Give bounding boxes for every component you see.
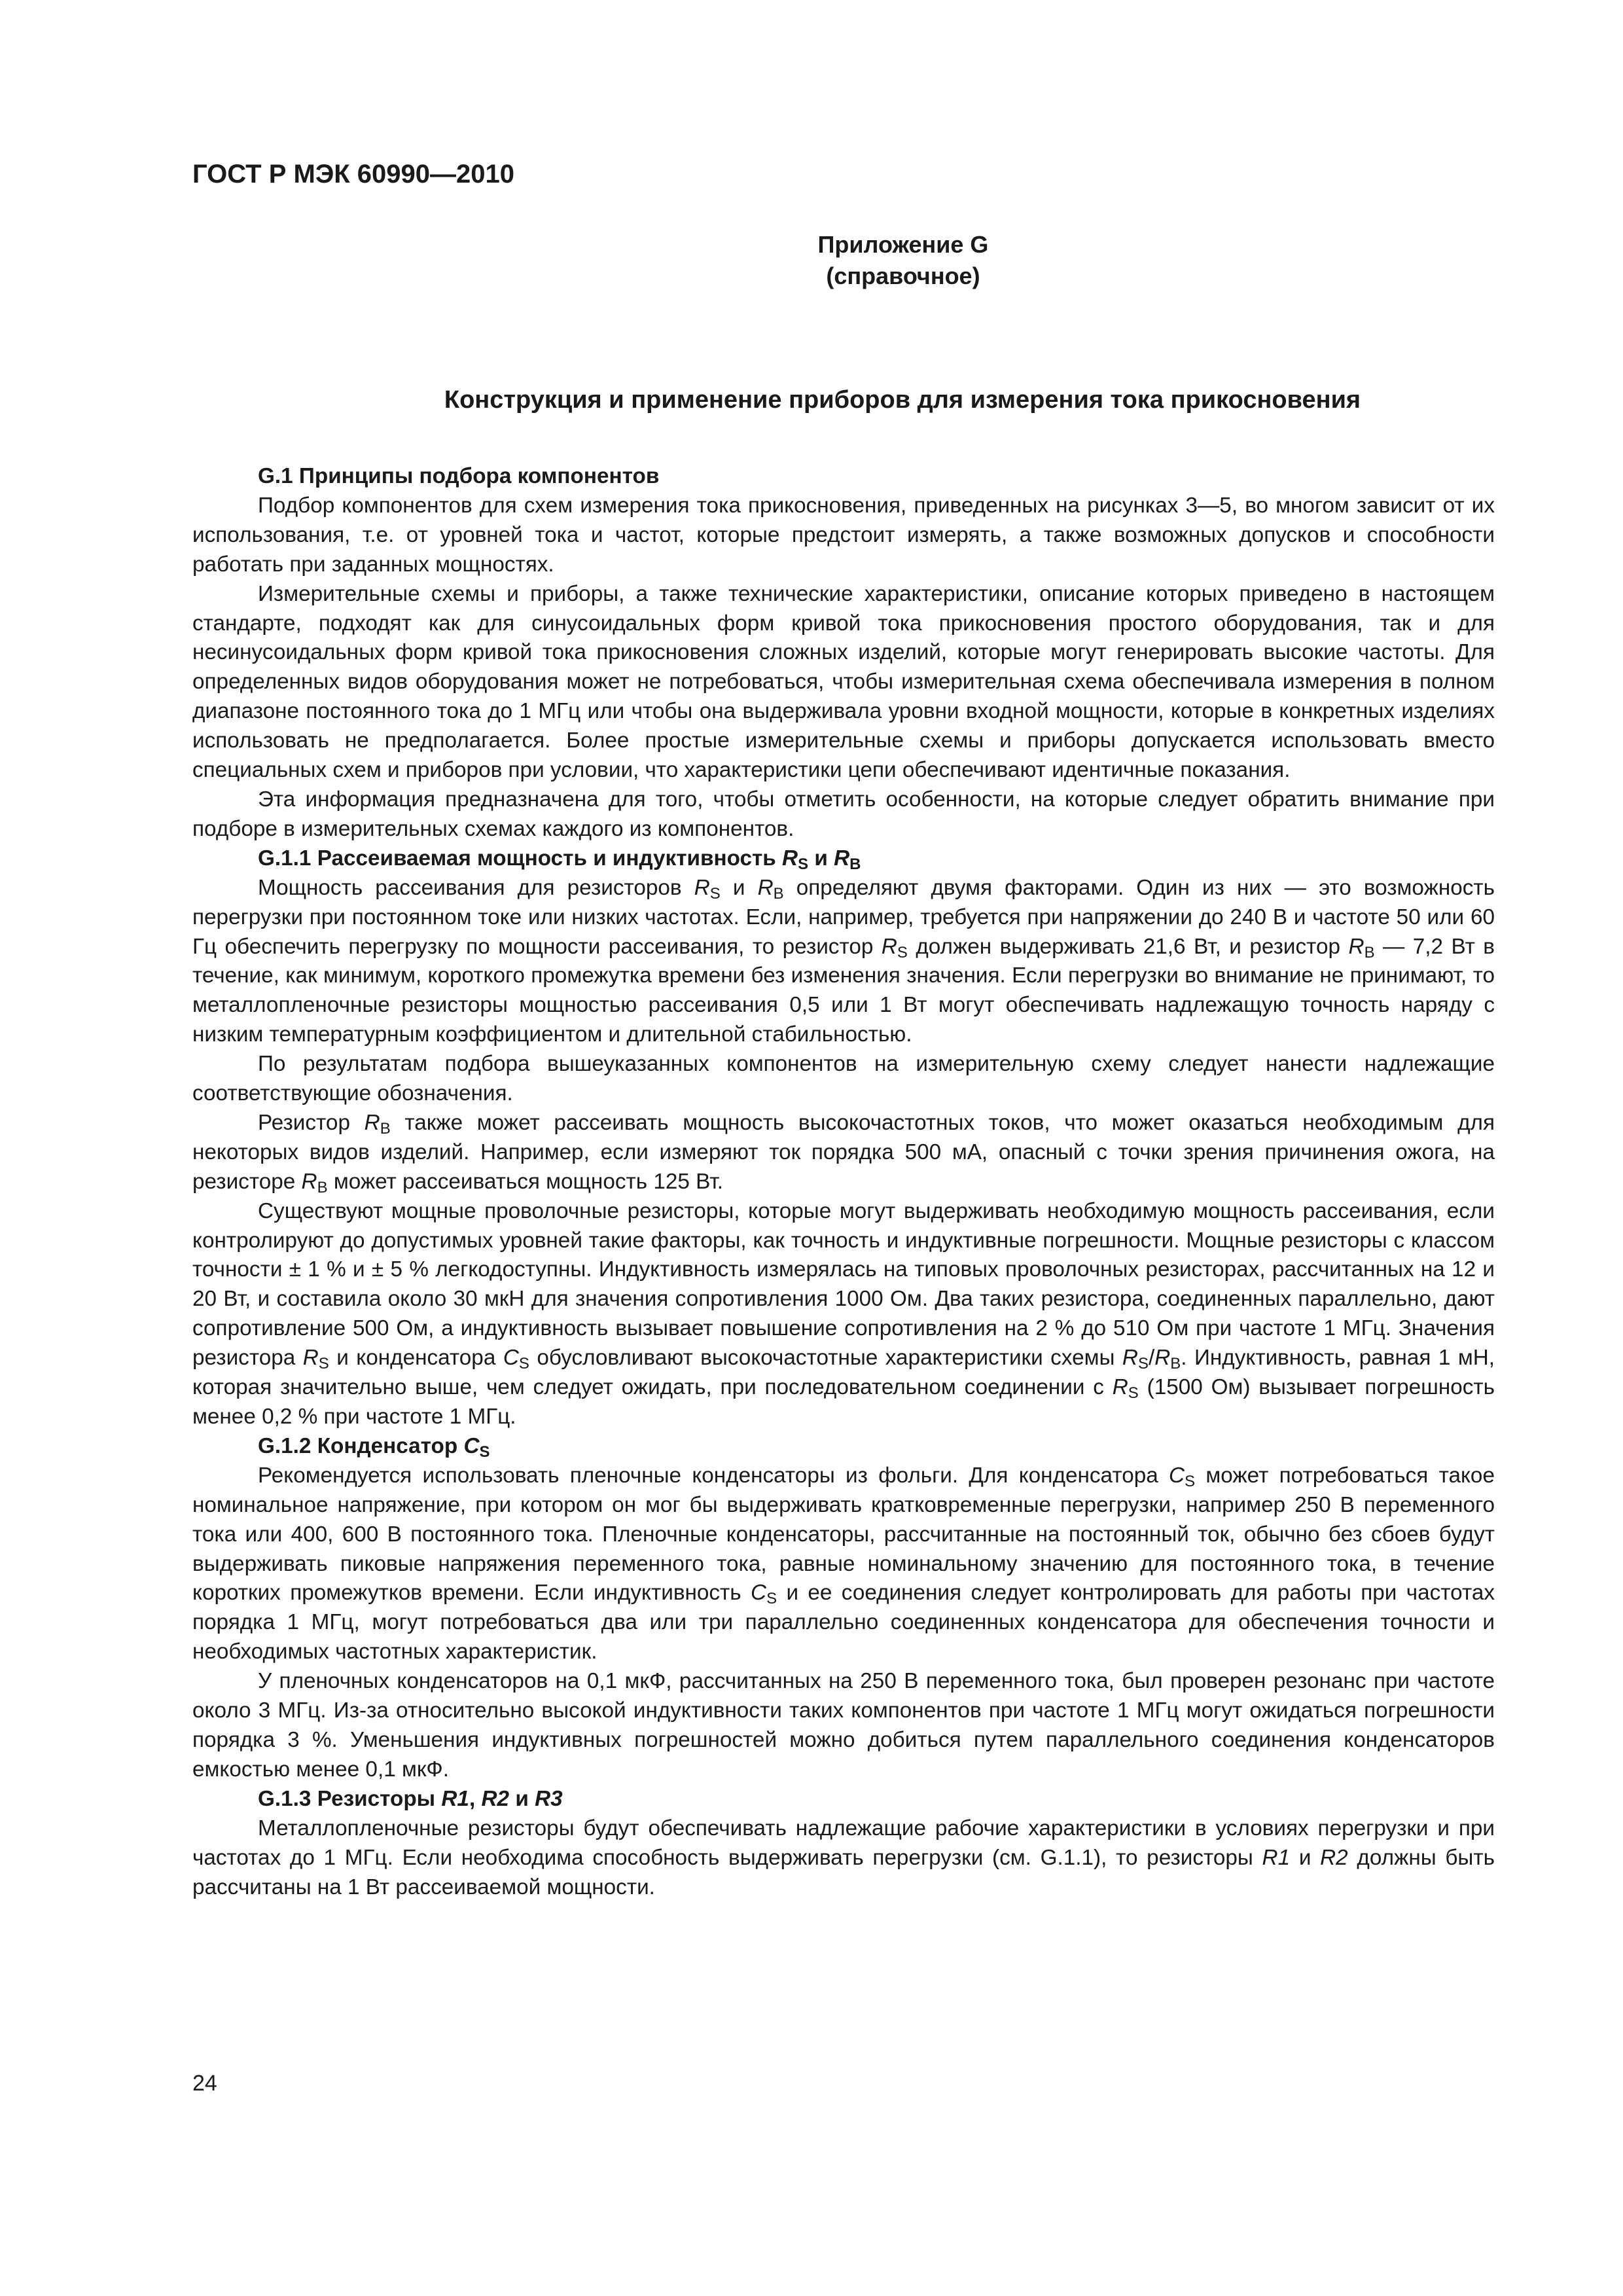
main-title: Конструкция и применение приборов для измерения тока прикосновения [444, 386, 1361, 414]
page-number: 24 [192, 2071, 217, 2096]
paragraph: Рекомендуется использовать пленочные конденсаторы из фольги. Для конденсатора $C_S$ может потребоваться такое номинальное напряжение, при котором он мог бы выдерживать кратковременные перегрузки, например 250 В переменного тока или 400, 600 В постоянного тока. Пленочные конденсаторы, рассчитанные на постоянный ток, обычно без сбоев будут выдерживать пиковые напряжения переменного тока, равные номинальному значению для постоянного тока, в течение коротких промежутков времени. Если индуктивность $C_S$ и ее соединения следует контролировать для работы при частотах порядка 1 МГц, могут потребоваться два или три параллельно соединенных конденсатора для обеспечения точности и необходимых частотных характеристик. [192, 1463, 1495, 1664]
paragraph: Измерительные схемы и приборы, а также технические характеристики, описание которых приведено в настоящем стандарте, подходят как для синусоидальных форм кривой тока прикосновения простого оборудования, так и для несинусоидальных форм кривой тока прикосновения сложных изделий, которые могут генерировать высокие частоты. Для определенных видов оборудования может не потребоваться, чтобы измерительная схема обеспечивала измерения в полном диапазоне постоянного тока до 1 МГц или чтобы она выдерживала уровни входной мощности, которые в конкретных изделиях использовать не предполагается. Более простые измерительные схемы и приборы допускается использовать вместо специальных схем и приборов при условии, что характеристики цепи обеспечивают идентичные показания. [192, 581, 1495, 783]
section-heading-g1-3: G.1.3 Резисторы R1, R2 и R3 [258, 1786, 563, 1811]
paragraph: Мощность рассеивания для резисторов $R_S$ и $R_B$ определяют двумя факторами. Один из них — это возможность перегрузки при постоянном токе или низких частотах. Если, например, требуется при напряжении до 240 В и частоте 50 или 60 Гц обеспечить перегрузку по мощности рассеивания, то резистор $R_S$ должен выдерживать 21,6 Вт, и резистор $R_B$ — 7,2 Вт в течение, как минимум, короткого промежутка времени без изменения значения. Если перегрузки во внимание не принимают, то металлопленочные резисторы мощностью рассеивания 0,5 или 1 Вт могут обеспечивать надлежащую точность наряду с низким температурным коэффициентом и длительной стабильностью. [192, 875, 1495, 1047]
section-heading-g1-2: G.1.2 Конденсатор $C_S$ [258, 1433, 490, 1461]
annex-kind: (справочное) [826, 262, 980, 289]
document-code: ГОСТ Р МЭК 60990—2010 [192, 160, 515, 188]
section-heading-g1-1: G.1.1 Рассеиваемая мощность и индуктивность $R_S$ и $R_B$ [258, 846, 861, 873]
paragraph: По результатам подбора вышеуказанных компонентов на измерительную схему следует нанести надлежащие соответствующие обозначения. [192, 1052, 1495, 1106]
document-body [192, 462, 1495, 1902]
section-heading-g1: G.1 Принципы подбора компонентов [258, 464, 660, 488]
paragraph: У пленочных конденсаторов на 0,1 мкФ, рассчитанных на 250 В переменного тока, был проверен резонанс при частоте около 3 МГц. Из-за относительно высокой индуктивности таких компонентов при частоте 1 МГц могут ожидаться погрешности порядка 3 %. Уменьшения индуктивных погрешностей можно добиться путем параллельного соединения конденсаторов емкостью менее 0,1 мкФ. [192, 1669, 1495, 1782]
paragraph: Подбор компонентов для схем измерения тока прикосновения, приведенных на рисунках 3—5, во многом зависит от их использования, т.е. от уровней тока и частот, которые предстоит измерять, а также возможных допусков и способности работать при заданных мощностях. [192, 493, 1495, 577]
annex-title: Приложение G [817, 231, 989, 258]
paragraph: Металлопленочные резисторы будут обеспечивать надлежащие рабочие характеристики в условиях перегрузки и при частотах до 1 МГц. Если необходима способность выдерживать перегрузки (см. G.1.1), то резисторы R1 и R2 должны быть рассчитаны на 1 Вт рассеиваемой мощности. [192, 1816, 1495, 1899]
paragraph: Существуют мощные проволочные резисторы, которые могут выдерживать необходимую мощность рассеивания, если контролируют до допустимых уровней такие факторы, как точность и индуктивные погрешности. Мощные резисторы с классом точности ± 1 % и ± 5 % легкодоступны. Индуктивность измерялась на типовых проволочных резисторах, рассчитанных на 12 и 20 Вт, и составила около 30 мкН для значения сопротивления 1000 Ом. Два таких резистора, соединенных параллельно, дают сопротивление 500 Ом, а индуктивность вызывает повышение сопротивления на 2 % до 510 Ом при частоте 1 МГц. Значения резистора $R_S$ и конденсатора $C_S$ обусловливают высокочастотные характеристики схемы $R_S/R_B$. Индуктивность, равная 1 мН, которая значительно выше, чем следует ожидать, при последовательном соединении с $R_S$ (1500 Ом) вызывает погрешность менее 0,2 % при частоте 1 МГц. [192, 1198, 1495, 1429]
paragraph: Резистор $R_B$ также может рассеивать мощность высокочастотных токов, что может оказаться необходимым для некоторых видов изделий. Например, если измеряют ток порядка 500 мА, опасный с точки зрения причинения ожога, на резисторе $R_B$ может рассеиваться мощность 125 Вт. [192, 1110, 1495, 1196]
paragraph: Эта информация предназначена для того, чтобы отметить особенности, на которые следует обратить внимание при подборе в измерительных схемах каждого из компонентов. [192, 787, 1495, 841]
